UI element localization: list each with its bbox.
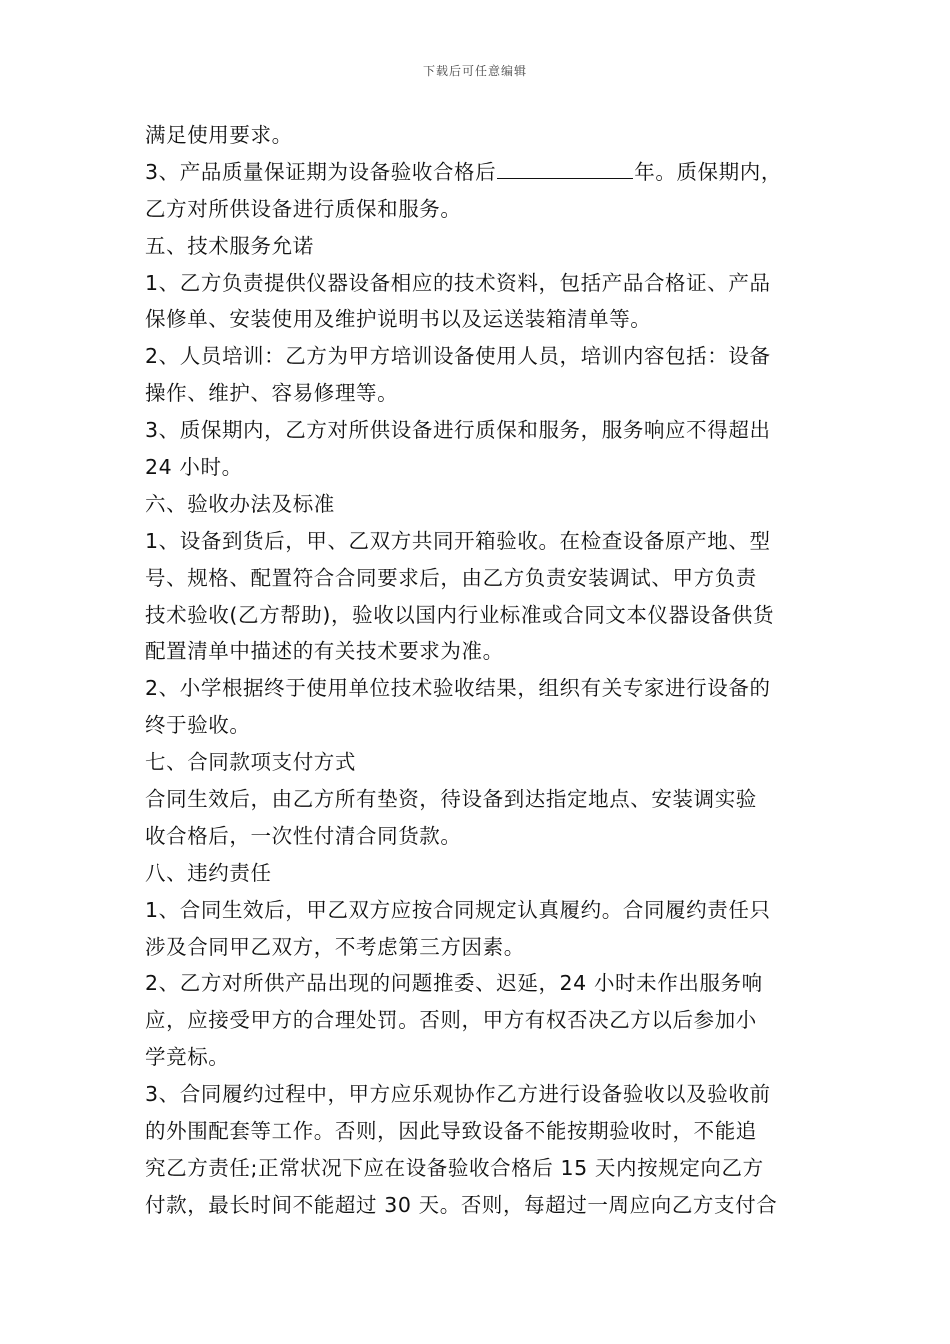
paragraph-line: 号、规格、配置符合合同要求后，由乙方负责安装调试、甲方负责 <box>145 565 757 590</box>
paragraph-line: 涉及合同甲乙双方，不考虑第三方因素。 <box>145 934 525 959</box>
line-text: 3、产品质量保证期为设备验收合格后 <box>145 159 497 184</box>
paragraph-line: 乙方对所供设备进行质保和服务。 <box>145 196 462 221</box>
paragraph-line: 应，应接受甲方的合理处罚。否则，甲方有权否决乙方以后参加小 <box>145 1008 757 1033</box>
section-heading: 七、合同款项支付方式 <box>145 750 356 775</box>
paragraph-line: 收合格后，一次性付清合同货款。 <box>145 823 462 848</box>
section-heading: 六、验收办法及标准 <box>145 491 335 516</box>
paragraph-line: 2、人员培训：乙方为甲方培训设备使用人员，培训内容包括：设备 <box>145 344 771 369</box>
paragraph-line: 保修单、安装使用及维护说明书以及运送装箱清单等。 <box>145 307 652 332</box>
paragraph-line: 1、乙方负责提供仪器设备相应的技术资料，包括产品合格证、产品 <box>145 270 771 295</box>
paragraph-line: 1、设备到货后，甲、乙双方共同开箱验收。在检查设备原产地、型 <box>145 528 771 553</box>
paragraph-line: 终于验收。 <box>145 713 251 738</box>
section-heading: 五、技术服务允诺 <box>145 233 314 258</box>
paragraph-line: 操作、维护、容易修理等。 <box>145 381 399 406</box>
paragraph-line: 合同生效后，由乙方所有垫资，待设备到达指定地点、安装调实验 <box>145 787 757 812</box>
fill-in-blank[interactable] <box>497 158 633 179</box>
paragraph-line: 的外围配套等工作。否则，因此导致设备不能按期验收时，不能追 <box>145 1119 757 1144</box>
paragraph-line <box>145 154 810 191</box>
paragraph-line: 3、质保期内，乙方对所供设备进行质保和服务，服务响应不得超出 <box>145 418 771 443</box>
paragraph-line: 付款，最长时间不能超过 30 天。否则，每超过一周应向乙方支付合 <box>145 1192 778 1217</box>
document-body <box>145 117 810 1224</box>
paragraph-line: 2、乙方对所供产品出现的问题推委、迟延，24 小时未作出服务响 <box>145 971 763 996</box>
paragraph-line: 技术验收(乙方帮助)，验收以国内行业标准或合同文本仪器设备供货 <box>145 602 775 627</box>
line-text: 年。质保期内， <box>634 159 782 184</box>
paragraph-line: 1、合同生效后，甲乙双方应按合同规定认真履约。合同履约责任只 <box>145 897 771 922</box>
section-heading: 八、违约责任 <box>145 860 272 885</box>
paragraph-line: 配置清单中描述的有关技术要求为准。 <box>145 639 504 664</box>
paragraph-line: 24 小时。 <box>145 455 243 480</box>
paragraph-line: 2、小学根据终于使用单位技术验收结果，组织有关专家进行设备的 <box>145 676 771 701</box>
paragraph-line: 3、合同履约过程中，甲方应乐观协作乙方进行设备验收以及验收前 <box>145 1082 771 1107</box>
page-header: 下载后可任意编辑 <box>422 64 527 78</box>
paragraph-line: 究乙方责任;正常状况下应在设备验收合格后 15 天内按规定向乙方 <box>145 1155 764 1180</box>
paragraph-line: 学竞标。 <box>145 1045 230 1070</box>
paragraph-line: 满足使用要求。 <box>145 123 293 147</box>
